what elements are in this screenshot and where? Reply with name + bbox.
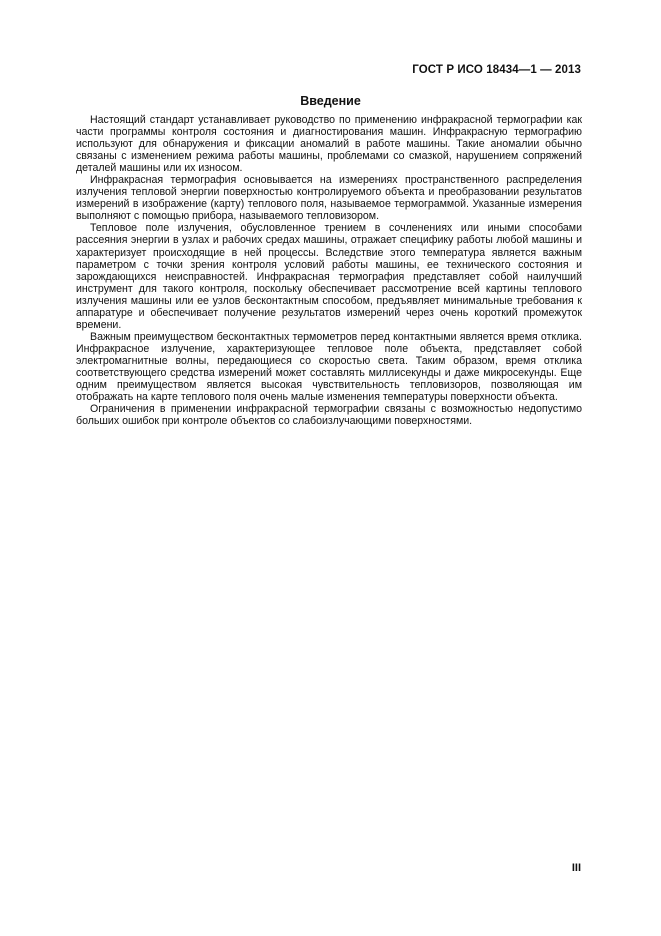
paragraph-4: Важным преимуществом бесконтактных термометров перед контактными является время отклика. Инфракрасное излучение, характеризующее тепловое поле объекта, представляет собой электромагнитные волны, передающиеся со скоростью света. Таким образом, время отклика соответствующего средства измерений может составлять миллисекунды и даже микросекунды. Еще одним преимуществом является высокая чувствительность тепловизоров, позволяющая им отображать на карте теплового поля очень малые изменения температуры поверхности объекта.: [76, 330, 582, 404]
page-number: III: [571, 862, 581, 874]
section-title: Введение: [300, 94, 361, 108]
paragraph-1: Настоящий стандарт устанавливает руководство по применению инфракрасной термографии как части программы контроля состояния и диагностирования машин. Инфракрасную термографию используют для обнаружения и фиксации аномалий в работе машины. Такие аномалии обычно связаны с изменением режима работы машины, проблемами со смазкой, нарушением сопряжений деталей машины или их износом.: [76, 114, 582, 175]
paragraph-3: Тепловое поле излучения, обусловленное трением в сочленениях или иными способами рассеяния энергии в узлах и рабочих средах машины, отражает специфику работы любой машины и характеризует происходящие в ней процессы. Вследствие этого температура является важным параметром с точки зрения контроля условий работы машины, ее технического состояния и зарождающихся неисправностей. Инфракрасная термография представляет собой наилучший инструмент для такого контроля, поскольку обеспечивает рассмотрение всей картины теплового излучения машины или ее узлов бесконтактным способом, предъявляет минимальные требования к аппаратуре и обеспечивает получение результатов измерений через очень короткий промежуток времени.: [76, 222, 582, 331]
body-text: [76, 114, 582, 427]
standard-header: ГОСТ Р ИСО 18434—1 — 2013: [412, 64, 581, 76]
paragraph-5: Ограничения в применении инфракрасной термографии связаны с возможностью недопустимо больших ошибок при контроле объектов со слабоизлучающими поверхностями.: [76, 403, 582, 428]
paragraph-2: Инфракрасная термография основывается на измерениях пространственного распределения излучения тепловой энергии поверхностью контролируемого объекта и преобразовании результатов измерений в изображение (карту) теплового поля, называемое термограммой. Указанные измерения выполняют с помощью прибора, называемого тепловизором.: [76, 174, 582, 223]
